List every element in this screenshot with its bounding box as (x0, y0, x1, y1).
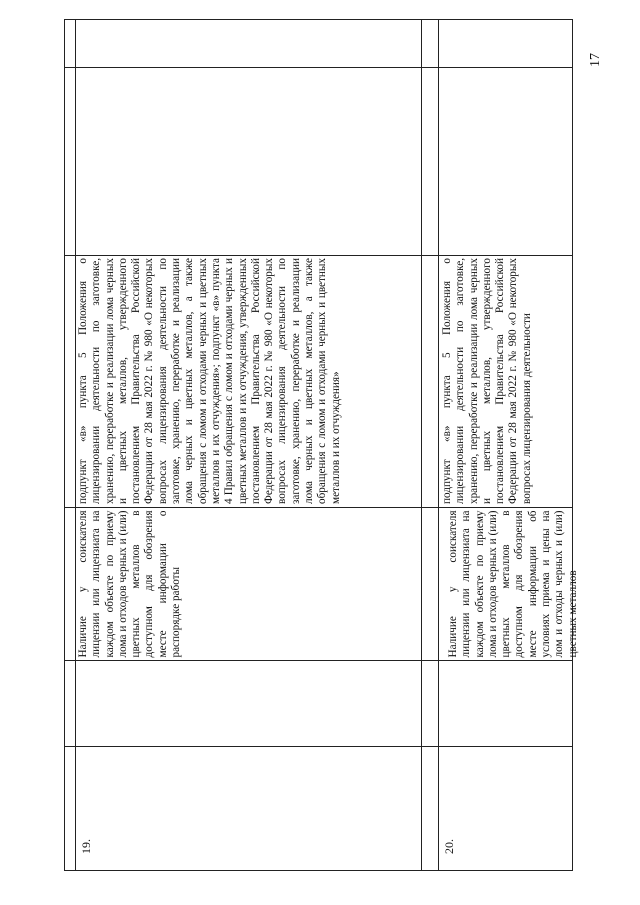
requirement-cell (75, 507, 421, 660)
row-divider (421, 20, 422, 870)
legal-basis-text: подпункт «в» пункта 5 Положения о лицензировании деятельности по заготовке, хранению, переработке и реализации лома черных и цветных металлов, утвержденного постановлением Правительства Российской Федерации от 28 мая 2022 г. № 980 «О некоторых вопросах лицензирования деятельности по заготовке, хранению, переработке и реализации лома черных и цветных металлов, а также обращения с ломом и отходами черных и цветных металлов и их отчуждения»; подпункт «в» пункта 4 Правил обращения с ломом и отходами черных и цветных металлов и их отчуждения, утвержденных постановлением Правительства Российской Федерации от 28 мая 2022 г. № 980 «О некоторых вопросах лицензирования деятельности по заготовке, хранению, переработке и реализации лома черных и цветных металлов, а также обращения с ломом и отходами черных и цветных металлов и их отчуждения» (77, 258, 342, 504)
row-number: 19. (79, 839, 93, 854)
legal-basis-cell (75, 255, 421, 507)
requirement-text: Наличие у соискателя лицензии или лицензиата на каждом объекте по приему лома и отходов черных и (или) цветных металлов в доступном для обозрения месте информации о распорядке работы (77, 510, 183, 657)
column-divider (65, 67, 572, 68)
requirement-text: Наличие у соискателя лицензии или лицензиата на каждом объекте по приему лома и отходов черных и (или) цветных металлов в доступном для обозрения месте информации об условиях приема и цены на лом и отходы черных и (или) цветных металлов (447, 510, 579, 657)
column-divider (65, 660, 572, 661)
page-number: 17 (588, 53, 603, 67)
legal-basis-text: подпункт «в» пункта 5 Положения о лицензировании деятельности по заготовке, хранению, переработке и реализации лома черных и цветных металлов, утвержденного постановлением Правительства Российской Федерации от 28 мая 2022 г. № 980 «О некоторых вопросах лицензирования деятельности (441, 258, 533, 504)
legal-basis-cell (438, 255, 572, 507)
requirement-cell (438, 507, 579, 660)
row-number: 20. (442, 839, 456, 854)
requirements-table (64, 19, 579, 871)
row-19 (75, 746, 421, 871)
row-20 (438, 746, 572, 871)
